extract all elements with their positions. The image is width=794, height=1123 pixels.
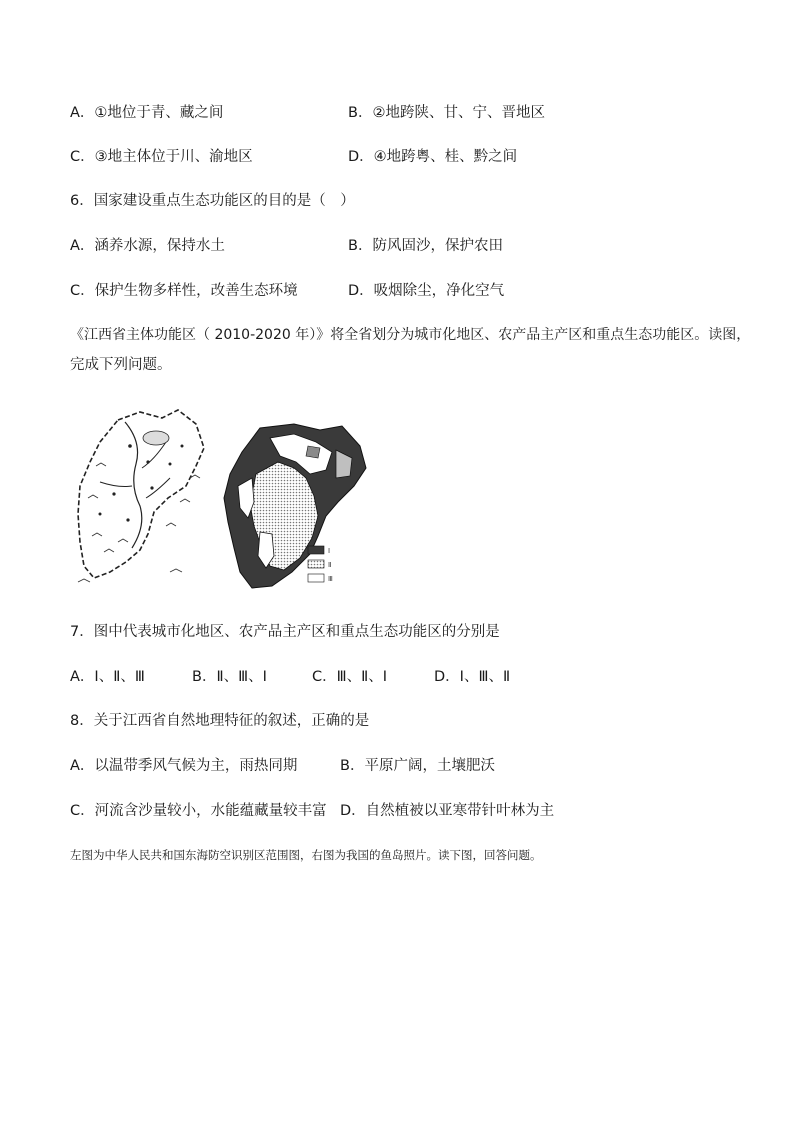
legend-label-3: Ⅲ	[328, 575, 333, 583]
q6-option-b: B．防风固沙，保护农田	[348, 238, 503, 254]
legend-label-2: Ⅱ	[328, 561, 332, 569]
q7-option-b: B．Ⅱ、Ⅲ、Ⅰ	[192, 669, 267, 685]
q8-option-d: D．自然植被以亚寒带针叶林为主	[340, 803, 555, 819]
q6-option-a: A．涵养水源，保持水土	[70, 238, 225, 254]
next-section-intro: 左图为中华人民共和国东海防空识别区范围图，右图为我国的鱼岛照片。读下图，回答问题。	[70, 848, 542, 862]
jiangxi-maps	[70, 402, 370, 592]
q5-option-d: D．④地跨粤、桂、黔之间	[348, 149, 518, 165]
q5-option-c: C．③地主体位于川、渝地区	[70, 149, 253, 165]
q5-option-b: B．②地跨陕、甘、宁、晋地区	[348, 105, 545, 121]
q8-stem: 8．关于江西省自然地理特征的叙述，正确的是	[70, 713, 370, 729]
q5-option-a: A．①地位于青、藏之间	[70, 105, 224, 121]
jiangxi-function-zone-map	[220, 422, 370, 590]
legend-label-1: Ⅰ	[328, 547, 331, 555]
q7-option-d: D．Ⅰ、Ⅲ、Ⅱ	[434, 669, 511, 685]
q6-option-d: D．吸烟除尘，净化空气	[348, 283, 505, 299]
q7-option-c: C．Ⅲ、Ⅱ、Ⅰ	[312, 669, 388, 685]
q6-stem: 6．国家建设重点生态功能区的目的是（ ）	[70, 193, 355, 209]
q8-option-b: B．平原广阔，土壤肥沃	[340, 758, 495, 774]
jiangxi-river-map	[70, 402, 215, 587]
q6-option-c: C．保护生物多样性，改善生态环境	[70, 283, 298, 299]
map-legend	[308, 546, 333, 583]
intro-line-2: 完成下列问题。	[70, 357, 172, 373]
q7-option-a: A．Ⅰ、Ⅱ、Ⅲ	[70, 669, 145, 685]
q8-option-c: C．河流含沙量较小，水能蕴藏量较丰富	[70, 803, 327, 819]
intro-line-1: 《江西省主体功能区（ 2010-2020 年）》将全省划分为城市化地区、农产品主产区和重点生态功能区。读图，	[70, 327, 751, 343]
q8-option-a: A．以温带季风气候为主，雨热同期	[70, 758, 298, 774]
q7-stem: 7．图中代表城市化地区、农产品主产区和重点生态功能区的分别是	[70, 624, 500, 640]
